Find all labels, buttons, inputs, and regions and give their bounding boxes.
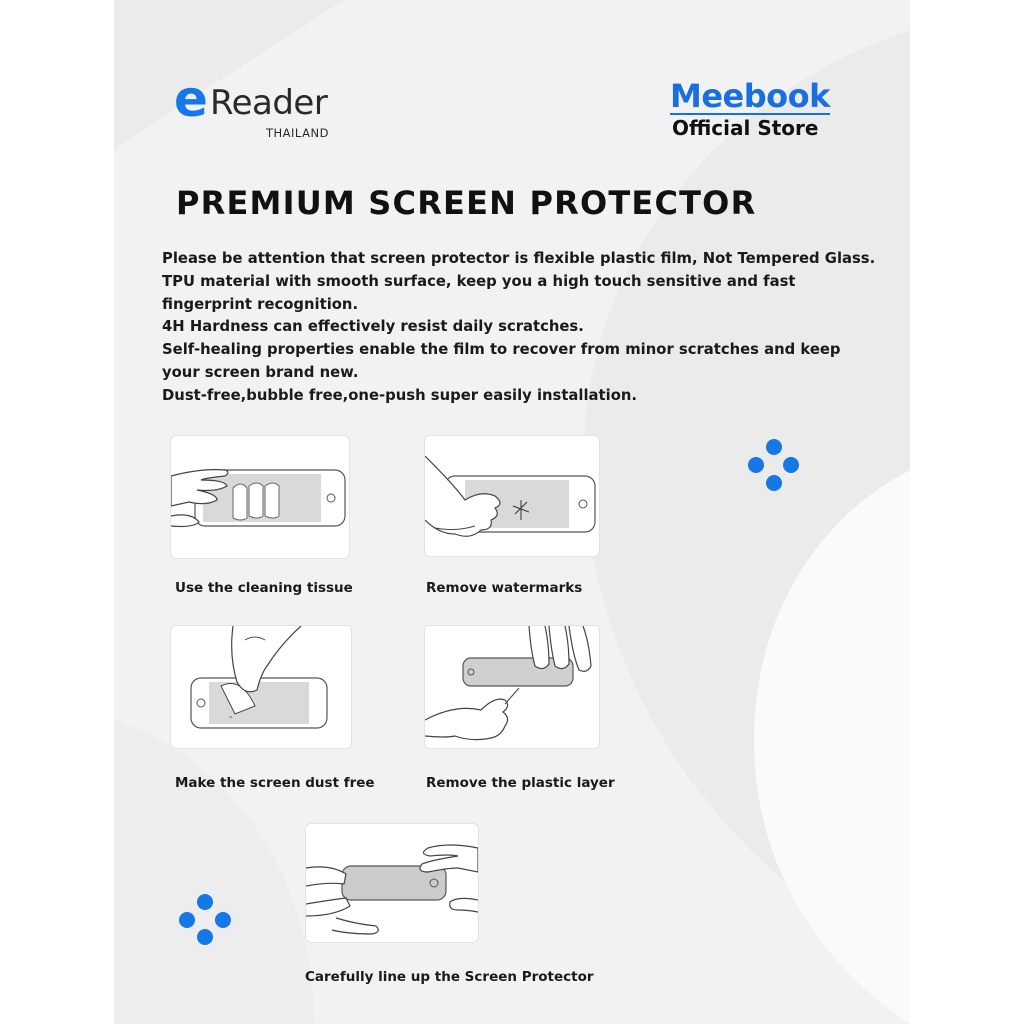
description-line: Dust-free,bubble free,one-push super easily installation. xyxy=(162,386,638,404)
decorative-dots-icon xyxy=(178,893,234,949)
decorative-dots-icon xyxy=(746,438,802,494)
description-line: 4H Hardness can effectively resist daily scratches. xyxy=(162,318,584,336)
remove-watermarks-illustration xyxy=(424,435,600,557)
step-caption: Carefully line up the Screen Protector xyxy=(305,969,594,985)
step-caption: Make the screen dust free xyxy=(175,775,375,791)
ereader-logo-name: Reader xyxy=(210,83,328,123)
meebook-logo xyxy=(670,77,860,140)
meebook-logo-name: Meebook xyxy=(670,77,830,115)
description-line: Self-healing properties enable the film to recover from minor scratches and keep your screen brand new. xyxy=(162,341,841,381)
ereader-logo-mark: e xyxy=(174,70,208,128)
remove-plastic-layer-illustration xyxy=(424,625,600,749)
step-caption: Use the cleaning tissue xyxy=(175,580,353,596)
line-up-illustration xyxy=(305,823,479,943)
step-caption: Remove watermarks xyxy=(426,580,583,596)
description-line: Please be attention that screen protector is flexible plastic film, Not Tempered Glass. xyxy=(162,250,876,267)
page-title: PREMIUM SCREEN PROTECTOR xyxy=(176,184,757,222)
step-caption: Remove the plastic layer xyxy=(426,775,615,791)
meebook-logo-subtitle: Official Store xyxy=(672,116,819,140)
cleaning-tissue-illustration xyxy=(170,435,350,559)
ereader-logo xyxy=(174,70,364,142)
description-line: TPU material with smooth surface, keep you a high touch sensitive and fast fingerprint recognition. xyxy=(162,272,796,313)
svg-text:-: - xyxy=(229,712,233,723)
description xyxy=(162,248,882,408)
dust-free-illustration xyxy=(170,625,352,749)
ereader-logo-subtitle: THAILAND xyxy=(266,126,329,140)
